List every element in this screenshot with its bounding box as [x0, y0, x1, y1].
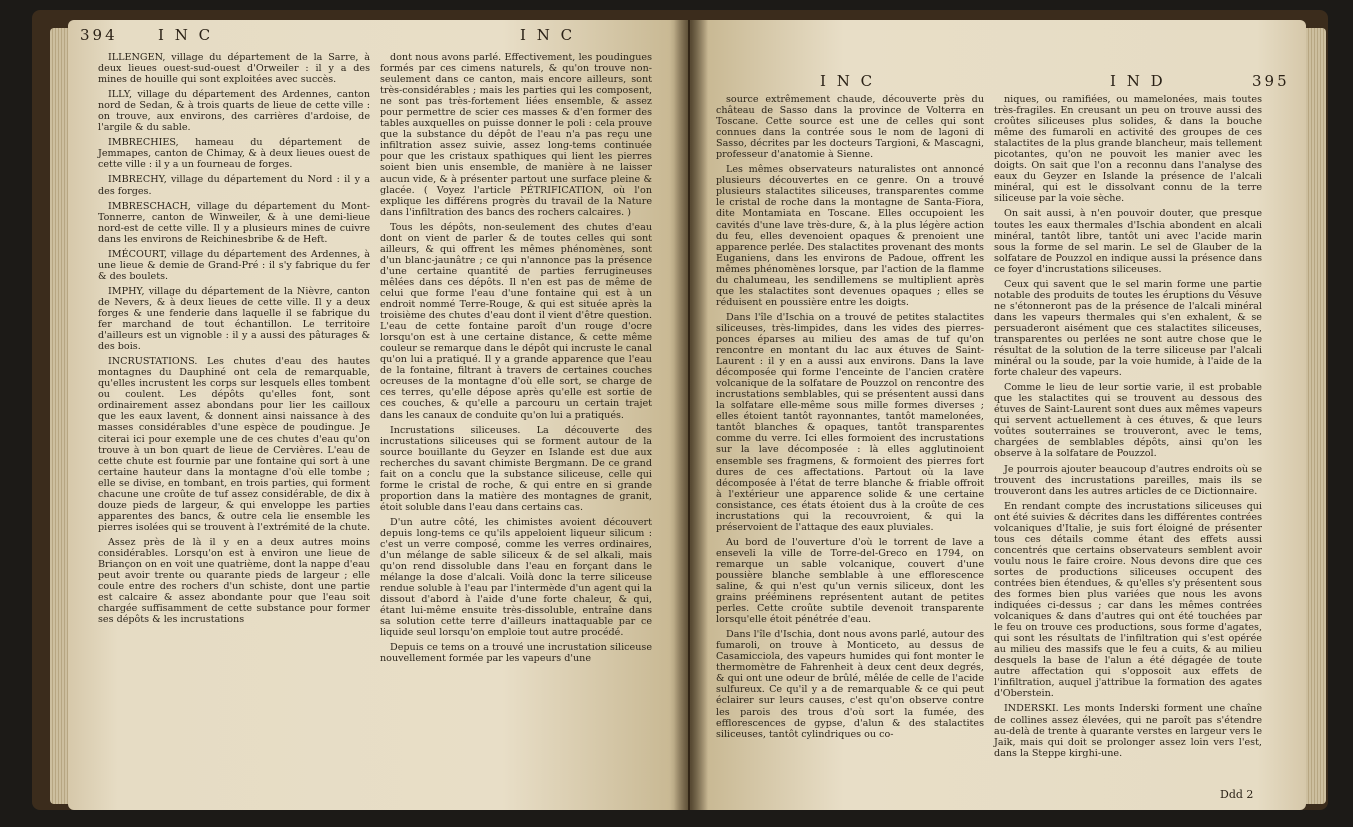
- left-column-2: [380, 52, 652, 802]
- paragraph: INDERSKI. Les monts Inderski forment une chaîne de collines assez élevées, qui ne paroît pas s'étendre au-delà de trente à quarante verstes en largeur vers le Jaik, mais qui doit se prolonger assez loin vers l'est, dans la Steppe kirghi-une.: [994, 703, 1262, 759]
- right-page-number: 395: [1252, 72, 1290, 90]
- left-page: [68, 20, 688, 810]
- paragraph: Depuis ce tems on a trouvé une incrustation siliceuse nouvellement formée par les vapeurs d'une: [380, 642, 652, 665]
- left-page-number: 394: [80, 26, 118, 44]
- paragraph: Au bord de l'ouverture d'où le torrent de lave a enseveli la ville de Torre-del-Greco en 1794, on remarque un sable volcanique, couvert d'une poussière blanche semblable à une efflorescence saline, & qui n'est qu'un vernis siliceux, dont les grains prééminens représentent autant de petites perles. Cette croûte subtile devenoit transparente lorsqu'elle étoit pénétrée d'eau.: [716, 536, 984, 626]
- paragraph: IMBRECHY, village du département du Nord : il y a des forges.: [98, 174, 370, 197]
- right-running-head-2: I N D: [1110, 72, 1166, 90]
- paragraph: Tous les dépôts, non-seulement des chutes d'eau dont on vient de parler & de toutes celles qui sont ailleurs, & qui offrent les mêmes phénomènes, sont d'un blanc-jaunâtre ; ce qui n'annonce pas la présence d'une certaine quantité de parties ferrugineuses mêlées dans ces dépôts. Il n'en est pas de même de celui que forme l'eau d'une fontaine qui est à un endroit nommé Terre-Rouge, & qui est située après la troisième des chutes d'eau dont il vient d'être question. L'eau de cette fontaine paroît d'un rouge d'ocre lorsqu'on est à une certaine distance, & cette même couleur se remarque dans le dépôt qui incruste le canal qu'on lui a pratiqué. Il y a grande apparence que l'eau de la fontaine, filtrant à travers de certaines couches ocreuses de la montagne d'où elle sort, se charge de ces terres, qu'elle dépose après qu'elle est sortie de ces couches, & qu'elle a parcouru un certain trajet dans les canaux de conduite qu'on lui a pratiqués.: [380, 221, 652, 421]
- paragraph: Comme le lieu de leur sortie varie, il est probable que les stalactites qui se trouvent au dessous des étuves de Saint-Laurent sont dues aux mêmes vapeurs qui servent actuellement à ces étuves, & que leurs voûtes souterraines se trouveront, avec le tems, chargées de semblables dépôts, ainsi qu'on les observe à la solfatare de Pouzzol.: [994, 382, 1262, 460]
- paragraph: Dans l'île d'Ischia on a trouvé de petites stalactites siliceuses, très-limpides, dans les vides des pierres-ponces éparses au milieu des amas de tuf qu'on rencontre en montant du lac aux étuves de Saint-Laurent : il y en a aussi aux environs. Dans la lave décomposée qui forme l'enceinte de l'ancien cratère volcanique de la solfatare de Pouzzol on rencontre des incrustations semblables, qui se présentent aussi dans la solfatare elle-même sous mille formes diverses ; elles étoient tantôt rayonnantes, tantôt mamelonées, tantôt blanches & opaques, tantôt transparentes comme du verre. Ici elles formoient des incrustations sur la lave décomposée : là elles agglutinoient ensemble ses fragmens, & formoient des pierres fort dures de ces affectations. Partout où la lave décomposée à l'état de terre blanche & friable offroit à l'extérieur une apparence solide & une certaine consistance, ces états étoient dus à la croûte de ces incrustations qui la recouvroient, & qui la préservoient de l'attaque des eaux pluviales.: [716, 311, 984, 533]
- paragraph: D'un autre côté, les chimistes avoient découvert depuis long-tems ce qu'ils appeloient liqueur silicum : c'est un verre composé, comme les verres ordinaires, d'un mélange de sable siliceux & de sel alkali, mais qu'on rend dissoluble dans l'eau en forçant dans le mélange la dose d'alcali. Voilà donc la terre siliceuse rendue soluble à l'eau par l'intermède d'un agent qui la dissout d'abord à l'aide d'une forte chaleur, & qui, étant lui-même ensuite très-dissoluble, entraîne dans sa solution cette terre d'ailleurs inattaquable par ce liquide seul lorsqu'on emploie tout autre procédé.: [380, 516, 652, 639]
- left-running-head-2: I N C: [520, 26, 576, 44]
- paragraph: Incrustations siliceuses. La découverte des incrustations siliceuses qui se forment autour de la source bouillante du Geyzer en Islande est due aux recherches du savant chimiste Bergmann. De ce grand fait on a conclu que la substance siliceuse, celle qui forme le cristal de roche, & qui entre en si grande proportion dans la matière des montagnes de granit, étoit soluble dans l'eau dans certains cas.: [380, 424, 652, 513]
- paragraph: IMBRECHIES, hameau du département de Jemmapes, canton de Chimay, & à deux lieues ouest de cette ville : il y a un fourneau de forges.: [98, 137, 370, 171]
- paragraph: dont nous avons parlé. Effectivement, les poudingues formés par ces cimens naturels, & qu'on trouve non-seulement dans ce canton, mais encore ailleurs, sont très-considérables ; mais les parties qui les composent, ne sont pas très-fortement liées ensemble, & assez pour permettre de scier ces masses & d'en former des tables auxquelles on puisse donner le poli : cela prouve que la substance du dépôt de l'eau n'a pas reçu une infiltration assez suivie, assez long-tems continuée pour que les cristaux spathiques qui lient les pierres soient bien unis ensemble, de manière à ne laisser aucun vide, & à présenter partout une surface pleine & glacée. ( Voyez l'article PÉTRIFICATION, où l'on explique les différens progrès du travail de la Nature dans l'infiltration des bancs des rochers calcaires. ): [380, 52, 652, 218]
- right-page: [690, 20, 1306, 810]
- paragraph: IMBRESCHACH, village du département du Mont-Tonnerre, canton de Winweiler, & à une demi-lieue nord-est de cette ville. Il y a plusieurs mines de cuivre dans les environs de Reichinesbribe & de Heft.: [98, 200, 370, 245]
- left-running-head-1: I N C: [158, 26, 214, 44]
- paragraph: ILLENGEN, village du département de la Sarre, à deux lieues ouest-sud-ouest d'Orweiler : il y a des mines de houille qui sont exploitées avec succès.: [98, 52, 370, 86]
- right-column-1: [716, 94, 984, 794]
- paragraph: On sait aussi, à n'en pouvoir douter, que presque toutes les eaux thermales d'Ischia abondent en alcali minéral, tantôt libre, tantôt uni avec l'acide marin sous la forme de sel marin. Le sel de Glauber de la solfatare de Pouzzol en indique aussi la présence dans ce foyer d'incrustations siliceuses.: [994, 208, 1262, 275]
- right-running-head-1: I N C: [820, 72, 876, 90]
- paragraph: Assez près de là il y en a deux autres moins considérables. Lorsqu'on est à environ une lieue de Briançon on en voit une quatrième, dont la nappe d'eau peut avoir trente ou quarante pieds de largeur ; elle coule entre des rochers d'un schiste, dont une partie est calcaire & assez abondante pour que l'eau soit chargée suffisamment de cette substance pour former ses dépôts & les incrustations: [98, 536, 370, 626]
- left-column-1: [98, 52, 370, 802]
- paragraph: IMPHY, village du département de la Nièvre, canton de Nevers, & à deux lieues de cette ville. Il y a deux forges & une fenderie dans laquelle il se fabrique du fer marchand de tout échantillon. Le territoire d'ailleurs est un vignoble : il y a aussi des pâturages & des bois.: [98, 285, 370, 353]
- paragraph: Je pourrois ajouter beaucoup d'autres endroits où se trouvent des incrustations pareilles, mais ils se trouveront dans les autres articles de ce Dictionnaire.: [994, 463, 1262, 497]
- paragraph: ILLY, village du département des Ardennes, canton nord de Sedan, & à trois quarts de lieue de cette ville : on trouve, aux environs, des carrières d'ardoise, de l'argile & du sable.: [98, 89, 370, 134]
- paragraph: IMÉCOURT, village du département des Ardennes, à une lieue & demie de Grand-Pré : il s'y fabrique du fer & des boulets.: [98, 248, 370, 282]
- paragraph: INCRUSTATIONS. Les chutes d'eau des hautes montagnes du Dauphiné ont cela de remarquable, qu'elles incrustent les corps sur lesquels elles tombent ou coulent. Les dépôts qu'elles font, sont ordinairement assez abondans pour lier les cailloux que les eaux lavent, & donnent ainsi naissance à des masses considérables d'une espèce de poudingue. Je citerai ici pour exemple une de ces chutes d'eau qu'on trouve à un bon quart de lieue de Cervières. L'eau de cette chute est fournie par une fontaine qui sort à une certaine hauteur dans la montagne d'où elle tombe ; elle se divise, en tombant, en trois parties, qui forment chacune une croûte de tuf assez considérable, de dix à douze pieds de largeur, & qui enveloppe les parties apparentes des bancs, & outre cela lie ensemble les pierres isolées qui se trouvent à l'extrémité de la chute.: [98, 356, 370, 533]
- paragraph: source extrêmement chaude, découverte près du château de Sasso dans la province de Volterra en Toscane. Cette source est une de celles qui sont connues dans la contrée sous le nom de lagoni di Sasso, décrites par les docteurs Targioni, & Mascagni, professeur d'anatomie à Sienne.: [716, 94, 984, 161]
- paragraph: Dans l'île d'Ischia, dont nous avons parlé, autour des fumaroli, on trouve à Monticeto, au dessus de Casamicciola, des vapeurs humides qui font monter le thermomètre de Fahrenheit à deux cent deux degrés, & qui ont une odeur de brûlé, mêlée de celle de l'acide sulfureux. Ce qu'il y a de remarquable & ce qui peut éclairer sur leurs causes, c'est qu'on observe contre les parois des trous d'où sort la fumée, des efflorescences de gypse, d'alun & des stalactites siliceuses, tantôt cylindriques ou co-: [716, 629, 984, 740]
- signature-mark: Ddd 2: [1220, 788, 1254, 801]
- right-column-2: [994, 94, 1262, 784]
- paragraph: En rendant compte des incrustations siliceuses qui ont été suivies & décrites dans les différentes contrées volcaniques d'Italie, je suis fort éloigné de présenter tous ces détails comme étant des effets aussi concentrés que certains observateurs semblent avoir voulu nous le faire croire. Nous devons dire que ces sortes de productions siliceuses occupent des contrées bien étendues, & qu'elles s'y présentent sous des formes bien plus variées que nous les avons indiquées ci-dessus ; car dans les mêmes contrées volcaniques & dans d'autres qui ont été touchées par le feu on trouve ces productions, sous forme d'agates, qui sont les résultats de l'infiltration qui s'est opérée au milieu des massifs que le feu a cuits, & au milieu desquels la base de l'alun a été dégagée de toute autre affectation qui s'opposoit aux effets de l'infiltration, auquel j'attribue la formation des agates d'Oberstein.: [994, 500, 1262, 700]
- paragraph: Les mêmes observateurs naturalistes ont annoncé plusieurs découvertes en ce genre. On a trouvé plusieurs stalactites siliceuses, transparentes comme le cristal de roche dans la montagne de Santa-Fiora, dite Montamiata en Toscane. Elles occupoient les cavités d'une lave très-dure, &, à la plus légère action du feu, elles devenoient opaques & prenoient une apparence perlée. Des stalactites provenant des monts Euganiens, dans les environs de Padoue, offrent les mêmes phénomènes lorsque, par l'action de la flamme du chalumeau, les sendillemens se multiplient après que les stalactites sont devenues opaques ; elles se réduisent en poussière entre les doigts.: [716, 164, 984, 308]
- paragraph: Ceux qui savent que le sel marin forme une partie notable des produits de toutes les éruptions du Vésuve ne s'étonneront pas de la présence de l'alcali minéral dans les vapeurs thermales qui s'en exhalent, & se persuaderont aisément que ces stalactites siliceuses, transparentes ou perlées ne sont autre chose que le résultat de la solution de la terre siliceuse par l'alcali minéral ou la soude, par la voie humide, à l'aide de la forte chaleur des vapeurs.: [994, 278, 1262, 379]
- open-book: [10, 6, 1348, 821]
- paragraph: niques, ou ramifiées, ou mamelonées, mais toutes très-fragiles. En creusant un peu on trouve aussi des croûtes siliceuses plus solides, & dans la bouche même des fumaroli en activité des groupes de ces stalactites de la plus grande blancheur, mais tellement picotantes, qu'on ne pouvoit les manier avec les doigts. On sait que l'on a reconnu dans l'analyse des eaux du Geyzer en Islande la présence de l'alcali minéral, qui est le dissolvant connu de la terre siliceuse par la voie sèche.: [994, 94, 1262, 205]
- book-gutter: [674, 20, 708, 810]
